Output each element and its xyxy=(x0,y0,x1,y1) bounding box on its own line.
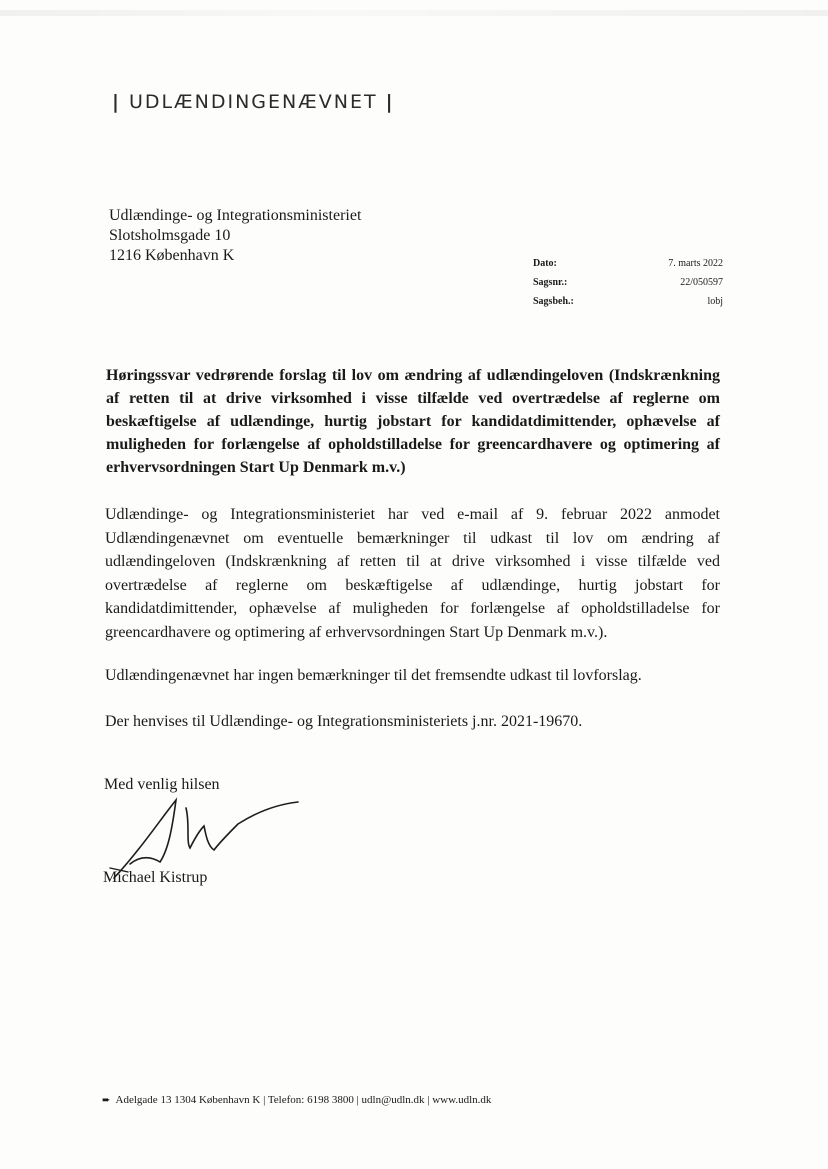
case-meta xyxy=(533,258,723,315)
signer-name: Michael Kistrup xyxy=(103,869,208,886)
body-paragraph-2: Udlændingenævnet har ingen bemærkninger til det fremsendte udkast til lovforslag. xyxy=(105,667,642,684)
footer-text: Adelgade 13 1304 København K | Telefon: 6198 3800 | udln@udln.dk | www.udln.dk xyxy=(115,1094,492,1106)
meta-case-number-label: Sagsnr.: xyxy=(533,277,568,288)
scan-artifact xyxy=(0,10,828,16)
meta-date-label: Dato: xyxy=(533,258,557,269)
agency-logo xyxy=(112,91,395,113)
meta-case-number-row xyxy=(533,277,723,296)
meta-handler-label: Sagsbeh.: xyxy=(533,296,574,307)
recipient-address xyxy=(109,206,361,266)
subject-heading: Høringssvar vedrørende forslag til lov om ændring af udlændingeloven (Indskrænkning af retten til at drive virksomhed i visse tilfælde ved overtrædelse af reglerne om beskæftigelse af udlændinge, hurtig jobstart for kandidatdimittender, ophævelse af muligheden for forlængelse af opholdstilladelse for greencardhavere og optimering af erhvervsordningen Start Up Denmark m.v.) xyxy=(106,367,720,476)
body-paragraph-3: Der henvises til Udlændinge- og Integrationsministeriets j.nr. 2021-19670. xyxy=(105,713,583,730)
logo-bar-left: | xyxy=(112,91,121,113)
footer-contact xyxy=(102,1094,491,1106)
recipient-street: Slotsholmsgade 10 xyxy=(109,227,231,244)
logo-bar-right: | xyxy=(385,91,395,113)
meta-date-row xyxy=(533,258,723,277)
body-paragraph-1: Udlændinge- og Integrationsministeriet har ved e-mail af 9. februar 2022 anmodet Udlændingenævnet om eventuelle bemærkninger til udkast til lov om ændring af udlændingeloven (Indskrænkning af retten til at drive virksomhed i visse tilfælde ved overtrædelse af reglerne om beskæftigelse af udlændinge, hurtig jobstart for kandidatdimittender, ophævelse af muligheden for forlængelse af opholdstilladelse for greencardhavere og optimering af erhvervsordningen Start Up Denmark m.v.). xyxy=(105,506,720,641)
recipient-name: Udlændinge- og Integrationsministeriet xyxy=(109,207,362,224)
logo-text: UDLÆNDINGENÆVNET xyxy=(129,91,378,113)
meta-handler-value: lobj xyxy=(707,296,723,307)
arrow-icon: ➨ xyxy=(102,1095,111,1106)
meta-case-number-value: 22/050597 xyxy=(680,277,723,288)
meta-date-value: 7. marts 2022 xyxy=(668,258,723,269)
recipient-city: 1216 København K xyxy=(109,247,235,264)
meta-handler-row xyxy=(533,296,723,315)
closing-greeting: Med venlig hilsen xyxy=(104,776,220,793)
